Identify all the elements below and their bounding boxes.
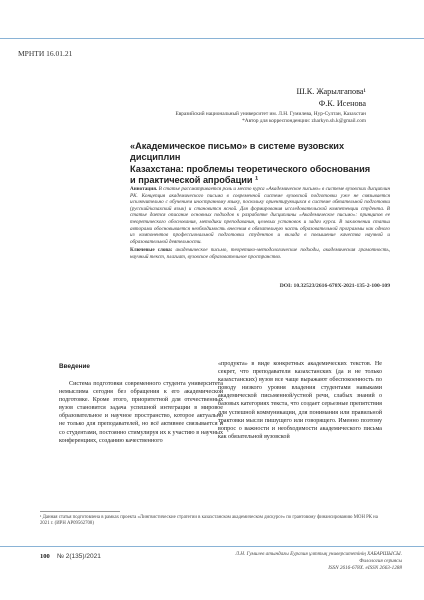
doi: DOI: 10.32523/2616-678X-2021-135-2-100-109 xyxy=(279,283,390,289)
correspondence-line: *Автор для корреспонденции: zharkyn.sh.k@gmail.com xyxy=(242,118,366,125)
footer-rule xyxy=(0,546,424,547)
title-line-2: Казахстана: проблемы теоретического обоснования xyxy=(130,163,371,174)
footnote: ¹ Данная статья подготовлена в рамках проекта «Лингвистические стратегии в казахстанском академическом дискурсе» по грантовому финансированию МОН РК на 2021 г. (ИРН АР09562708) xyxy=(40,515,378,527)
title-line-1: «Академическое письмо» в системе вузовских дисциплин xyxy=(130,141,345,163)
title-line-3: и практической апробации ¹ xyxy=(130,174,259,185)
keywords-label: Ключевые слова: xyxy=(130,247,173,254)
author-1: Ш.К. Жарылгапова¹ xyxy=(296,87,366,96)
article-title xyxy=(130,141,390,186)
affiliation-line: Евразийский национальный университет им. Л.Н. Гумилева, Нур-Султан, Казахстан xyxy=(175,111,366,117)
section-heading: Введение xyxy=(59,363,90,370)
journal-issn: ISSN 2616-678X. eISSN 2663-1288 xyxy=(328,564,402,571)
keywords-text: академическое письмо, теоретико-методологические подходы, академическая грамотность, научный текст, плагиат, вузовское образовательное пространство. xyxy=(130,247,390,260)
abstract-text: В статье рассматривается роль и место курса «Академическое письмо» в системе вузовских дисциплин РК. Концепция академического письма в современной системе вузовской подготовки уже не связывается исключительно с обучением иностранному языку, поскольку ориентирующихся в системе обязательной подготовки (русский/казахский язык) и становится ясной. Для формирования исследовательской компетенции студента. В статье дается описание основных подходов к разработке дисциплины «Академическое письмо»: принципов ее теоретического обоснования, методики преподавания, целевых установок и задач курса. В заключении статьи авторами обосновывается необходимость внесения в обязательную часть образовательной программы как одного из компонентов профессиональной подготовки студентов и вклада в повышение качества научной и образовательной деятельности. xyxy=(130,186,390,245)
authors xyxy=(106,86,366,110)
grnti-code: МРНТИ 16.01.21 xyxy=(18,49,73,58)
abstract xyxy=(130,186,390,261)
affiliation xyxy=(86,111,366,125)
journal-name: Л.Н. Гумилев атындағы Еуразия ұлттық университетінің ХАБАРШЫСЫ. xyxy=(235,551,402,557)
page-number: 100 xyxy=(40,553,50,560)
journal-series: Филология сериясы xyxy=(359,557,402,564)
body-column-right: «продукта» в виде конкретных академических текстов. Не секрет, что преподаватели казахстанских (да и не только казахстанских) вузов все чаще выражают обеспокоенность по поводу низкого уровня владения студентами навыками академической письменной/устной речи, слабых знаний о базовых категориях текста, что создает серьезные препятствия для успешной коммуникации, для понимания или правильной трактовки мысли пишущего или говорящего. Именно поэтому вопрос о важности и необходимости академического письма как обязательной вузовской xyxy=(218,361,382,440)
abstract-label: Аннотация. xyxy=(130,186,158,192)
journal-info xyxy=(202,551,402,571)
issue-number: № 2(135)/2021 xyxy=(57,553,101,560)
author-2: Ф.К. Исенова xyxy=(318,99,366,108)
body-column-left: Система подготовки современного студента университета немыслима сегодня без обращения к его академической подготовке. Кроме этого, приоритетной для отечественных вузов становится задача успешной интеграции в мировое образовательное и научное пространство, которое актуально не только для преподавателей, но всё активнее связывается и со студентами, постоянно стимулируя их к участию в научных конференциях, созданию качественного xyxy=(59,381,223,444)
footnote-rule xyxy=(40,511,120,512)
header-rule xyxy=(0,38,424,39)
